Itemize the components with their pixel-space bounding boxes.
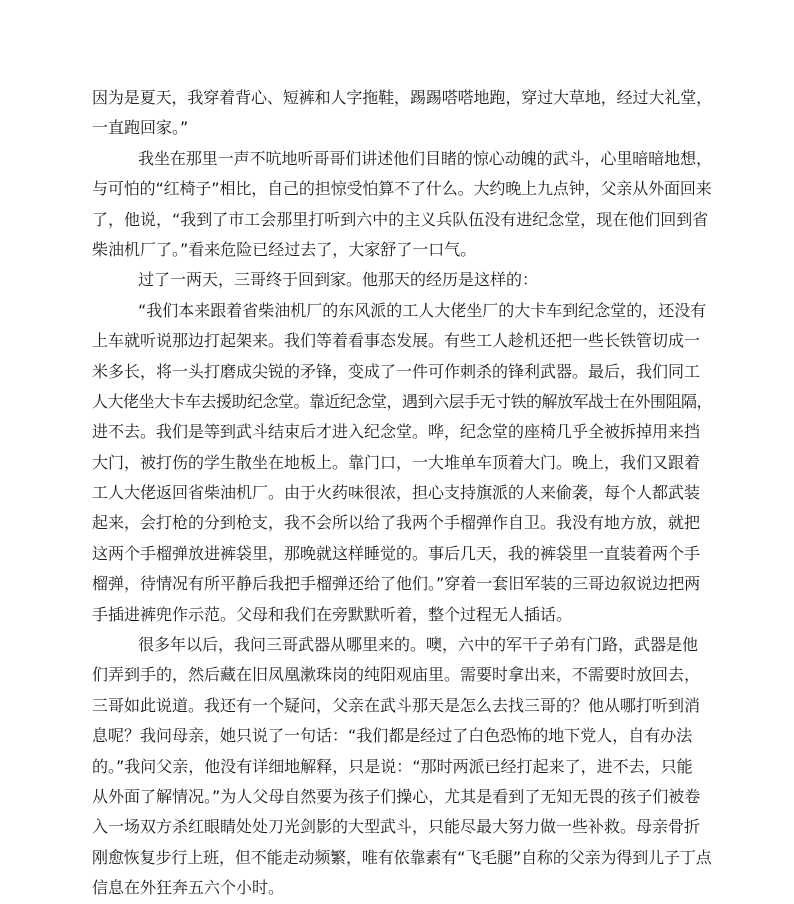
text-line: 因为是夏天，我穿着背心、短裤和人字拖鞋，踢踢嗒嗒地跑，穿过大草地，经过大礼堂，	[92, 88, 713, 107]
text-line: 过了一两天，三哥终于回到家。他那天的经历是这样的：	[138, 270, 539, 290]
text-line: 大门，被打伤的学生散坐在地板上。靠门口，一大堆单车顶着大门。晚上，我们又跟着	[92, 452, 701, 472]
text-line: 我坐在那里一声不吭地听哥哥们讲述他们目睹的惊心动魄的武斗，心里暗暗地想，	[138, 148, 713, 168]
text-line: 榴弹，待情况有所平静后我把手榴弹还给了他们。”穿着一套旧军装的三哥边叙说边把两	[92, 574, 701, 594]
text-line: 手插进裤兜作示范。父母和我们在旁默默听着，整个过程无人插话。	[92, 604, 573, 624]
text-line: “我们本来跟着省柴油机厂的东风派的工人大佬坐厂的大卡车到纪念堂的，还没有	[138, 300, 707, 320]
text-line: 一直跑回家。”	[92, 118, 189, 138]
text-line: 与可怕的“红椅子”相比，自己的担惊受怕算不了什么。大约晚上九点钟，父亲从外面回来	[92, 179, 712, 199]
body-text	[92, 83, 712, 904]
text-line: 了，他说，“我到了市工会那里打听到六中的主义兵队伍没有进纪念堂，现在他们回到省	[92, 209, 709, 229]
text-line: 们弄到手的，然后藏在旧凤凰漱珠岗的纯阳观庙里。需要时拿出来，不需要时放回去，	[92, 665, 701, 685]
text-line: 人大佬坐大卡车去援助纪念堂。靠近纪念堂，遇到六层手无寸铁的解放军战士在外围阻隔，	[92, 391, 713, 411]
text-line: 息呢？我问母亲，她只说了一句话：“我们都是经过了白色恐怖的地下党人，自有办法	[92, 726, 693, 746]
text-line: 工人大佬返回省柴油机厂。由于火药味很浓，担心支持旗派的人来偷袭，每个人都武装	[92, 483, 701, 503]
text-line: 上车就听说那边打起架来。我们等着看事态发展。有些工人趁机还把一些长铁管切成一	[92, 331, 701, 351]
text-line: 的。”我问父亲，他没有详细地解释，只是说：“那时两派已经打起来了，进不去，只能	[92, 756, 693, 776]
text-line: 这两个手榴弹放进裤袋里，那晚就这样睡觉的。事后几天，我的裤袋里一直装着两个手	[92, 543, 701, 563]
text-line: 柴油机厂了。”看来危险已经过去了，大家舒了一口气。	[92, 239, 477, 259]
text-line: 刚愈恢复步行上班，但不能走动频繁，唯有依靠素有“飞毛腿”自称的父亲为得到儿子丁点	[92, 847, 712, 867]
text-line: 米多长，将一头打磨成尖锐的矛锋，变成了一件可作刺杀的锋利武器。最后，我们同工	[92, 361, 701, 381]
text-line: 进不去。我们是等到武斗结束后才进入纪念堂。哗，纪念堂的座椅几乎全被拆掉用来挡	[92, 422, 701, 442]
text-line: 从外面了解情况。”为人父母自然要为孩子们操心，尤其是看到了无知无畏的孩子们被卷	[92, 786, 701, 806]
text-line: 起来，会打枪的分到枪支，我不会所以给了我两个手榴弹作自卫。我没有地方放，就把	[92, 513, 701, 533]
text-line: 入一场双方杀红眼睛处处刀光剑影的大型武斗，只能尽最大努力做一些补救。母亲骨折	[92, 817, 701, 837]
text-line: 很多年以后，我问三哥武器从哪里来的。噢，六中的军干子弟有门路，武器是他	[138, 635, 699, 655]
text-line: 信息在外狂奔五六个小时。	[92, 878, 285, 898]
text-line: 三哥如此说道。我还有一个疑问，父亲在武斗那天是怎么去找三哥的？他从哪打听到消	[92, 695, 701, 715]
